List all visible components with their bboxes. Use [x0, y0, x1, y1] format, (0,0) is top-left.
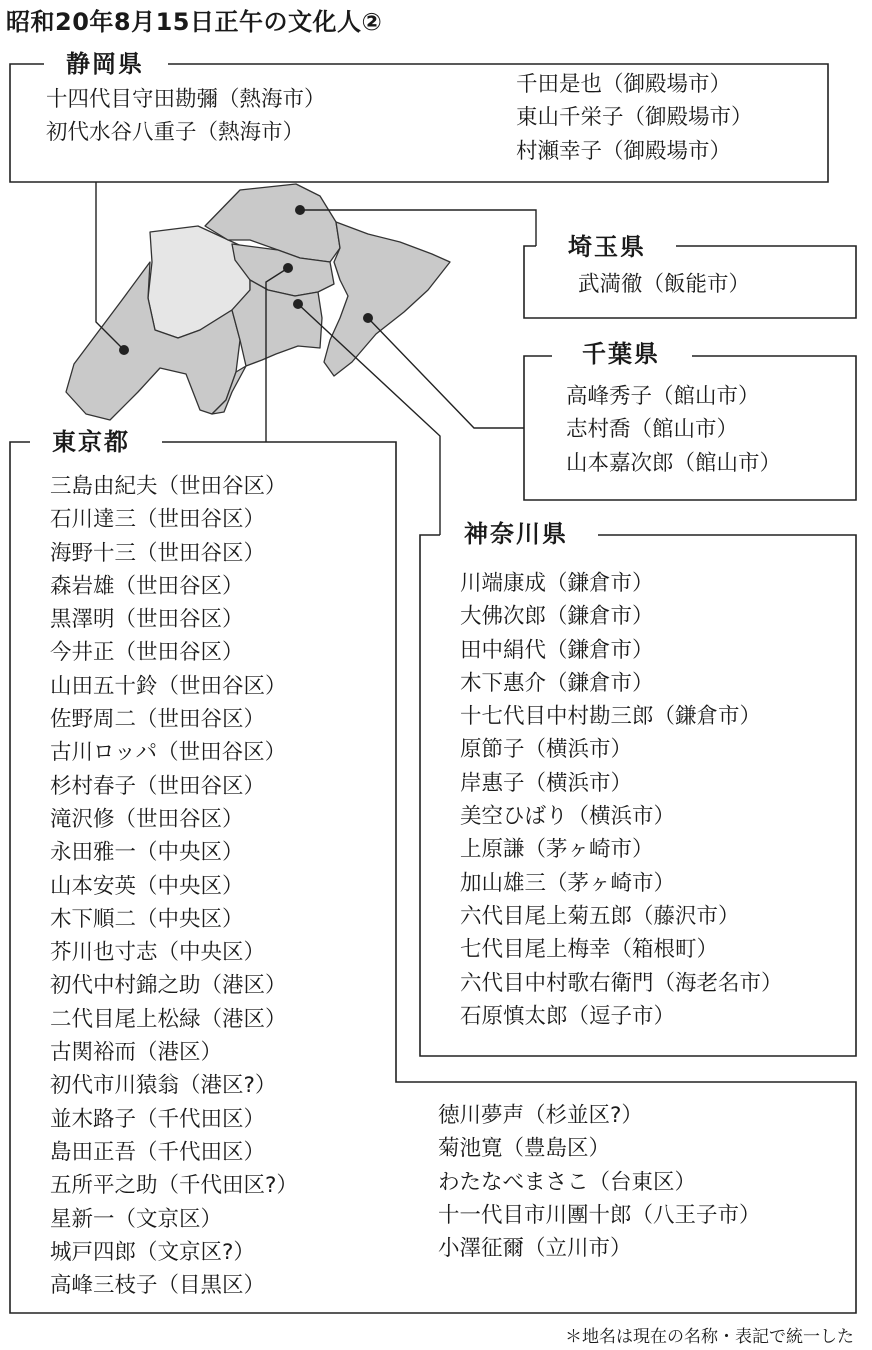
- person-entry: 村瀬幸子（御殿場市）: [516, 138, 732, 164]
- marker-tokyo: [283, 263, 293, 273]
- person-entry: 古関裕而（港区）: [50, 1040, 223, 1066]
- person-entry: 十七代目中村勘三郎（鎌倉市）: [460, 704, 762, 730]
- person-entry: 菊池寛（豊島区）: [438, 1136, 611, 1162]
- marker-kanagawa: [293, 299, 303, 309]
- person-entry: 初代中村錦之助（港区）: [50, 973, 287, 999]
- person-entry: 佐野周二（世田谷区）: [50, 707, 266, 733]
- person-entry: 五所平之助（千代田区?）: [50, 1173, 298, 1199]
- saitama-list: [578, 268, 750, 301]
- tokyo-list-right: [438, 1099, 761, 1265]
- person-entry: 古川ロッパ（世田谷区）: [50, 740, 287, 766]
- person-entry: 岸惠子（横浜市）: [460, 770, 633, 796]
- marker-chiba: [363, 313, 373, 323]
- page-title: 昭和20年8月15日正午の文化人②: [6, 8, 383, 36]
- person-entry: 城戸四郎（文京区?）: [50, 1239, 255, 1265]
- map: [66, 184, 450, 420]
- person-entry: 島田正吾（千代田区）: [50, 1139, 266, 1165]
- person-entry: 高峰三枝子（目黒区）: [50, 1273, 266, 1299]
- person-entry: 七代目尾上梅幸（箱根町）: [460, 937, 719, 963]
- person-entry: 黒澤明（世田谷区）: [50, 607, 244, 633]
- person-entry: 初代水谷八重子（熱海市）: [46, 120, 305, 146]
- person-entry: 永田雅一（中央区）: [50, 840, 244, 866]
- person-entry: 木下順二（中央区）: [50, 906, 244, 932]
- saitama-header: 埼玉県: [556, 232, 658, 262]
- person-entry: 滝沢修（世田谷区）: [50, 806, 244, 832]
- person-entry: 十四代目守田勘彌（熱海市）: [46, 87, 326, 112]
- person-entry: わたなべまさこ（台東区）: [438, 1169, 697, 1195]
- person-entry: 芥川也寸志（中央区）: [50, 940, 266, 966]
- person-entry: 川端康成（鎌倉市）: [460, 571, 654, 596]
- person-entry: 小澤征爾（立川市）: [438, 1236, 632, 1262]
- person-entry: 石川達三（世田谷区）: [50, 507, 266, 533]
- shizuoka-header: 静岡県: [54, 49, 156, 79]
- person-entry: 杉村春子（世田谷区）: [50, 773, 266, 799]
- person-entry: 山田五十鈴（世田谷区）: [50, 673, 287, 699]
- person-entry: 徳川夢声（杉並区?）: [438, 1103, 643, 1128]
- person-entry: 大佛次郎（鎌倉市）: [460, 604, 654, 630]
- person-entry: 木下惠介（鎌倉市）: [460, 670, 654, 696]
- person-entry: 上原謙（茅ヶ崎市）: [460, 837, 654, 863]
- person-entry: 六代目中村歌右衛門（海老名市）: [460, 970, 783, 996]
- person-entry: 今井正（世田谷区）: [50, 640, 244, 666]
- person-entry: 森岩雄（世田谷区）: [50, 573, 244, 599]
- shizuoka-list-right: [516, 68, 753, 168]
- person-entry: 星新一（文京区）: [50, 1206, 223, 1232]
- person-entry: 美空ひばり（横浜市）: [460, 804, 676, 830]
- person-entry: 山本安英（中央区）: [50, 873, 244, 899]
- person-entry: 加山雄三（茅ヶ崎市）: [460, 870, 676, 896]
- person-entry: 石原慎太郎（逗子市）: [460, 1003, 676, 1029]
- person-entry: 原節子（横浜市）: [460, 737, 633, 763]
- person-entry: 高峰秀子（館山市）: [566, 384, 760, 409]
- tokyo-list: [50, 470, 298, 1302]
- person-entry: 山本嘉次郎（館山市）: [566, 450, 782, 476]
- chiba-region: [324, 222, 450, 376]
- marker-shizuoka: [119, 345, 129, 355]
- person-entry: 六代目尾上菊五郎（藤沢市）: [460, 903, 740, 929]
- footnote: ＊地名は現在の名称・表記で統一した: [565, 1327, 854, 1347]
- person-entry: 志村喬（館山市）: [566, 417, 739, 443]
- person-entry: 初代市川猿翁（港区?）: [50, 1073, 277, 1099]
- person-entry: 東山千栄子（御殿場市）: [516, 105, 753, 131]
- leader-chiba: [368, 318, 524, 428]
- person-entry: 千田是也（御殿場市）: [516, 72, 732, 97]
- kanagawa-list: [460, 567, 783, 1033]
- person-entry: 田中絹代（鎌倉市）: [460, 637, 654, 663]
- kanagawa-header: 神奈川県: [452, 519, 580, 549]
- marker-saitama: [295, 205, 305, 215]
- person-entry: 武満徹（飯能市）: [578, 272, 751, 297]
- chiba-header: 千葉県: [570, 339, 672, 369]
- chiba-list: [566, 380, 781, 480]
- person-entry: 三島由紀夫（世田谷区）: [50, 474, 287, 499]
- person-entry: 並木路子（千代田区）: [50, 1106, 266, 1132]
- person-entry: 十一代目市川團十郎（八王子市）: [438, 1202, 761, 1228]
- person-entry: 海野十三（世田谷区）: [50, 540, 266, 566]
- shizuoka-list-left: [46, 83, 326, 150]
- tokyo-header: 東京都: [40, 427, 142, 457]
- person-entry: 二代目尾上松緑（港区）: [50, 1006, 287, 1032]
